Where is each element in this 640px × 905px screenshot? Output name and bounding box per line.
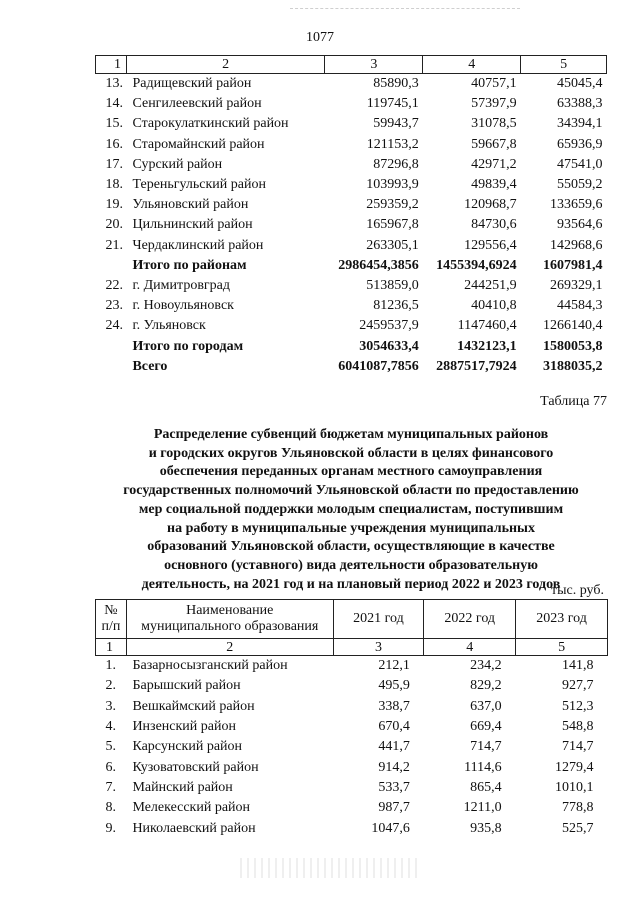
value-2021: 441,7: [378, 739, 410, 755]
row-number: 5.: [105, 739, 116, 755]
value-col3: 85890,3: [373, 76, 419, 92]
value-2022: 669,4: [470, 719, 502, 735]
municipality-name: Мелекесский район: [132, 800, 251, 816]
municipality-name: Кузоватовский район: [132, 759, 259, 775]
municipality-name: г. Ульяновск: [132, 318, 206, 334]
value-col5: 44584,3: [557, 298, 603, 314]
municipality-name: Цильнинский район: [132, 217, 253, 233]
table-continuation: [95, 55, 607, 377]
row-number: 19.: [105, 197, 123, 213]
table1-header-cell: 2: [126, 56, 324, 74]
value-col3: 165967,8: [366, 217, 419, 233]
value-col4: 120968,7: [464, 197, 517, 213]
column-header-2021: 2021 год: [333, 600, 424, 639]
value-col4: 40410,8: [471, 298, 517, 314]
row-number: 17.: [105, 156, 123, 172]
table-row: [96, 316, 607, 336]
title-line: государственных полномочий Ульяновской области по предоставлению: [123, 483, 579, 499]
table-row: [96, 697, 608, 717]
column-header-number: [96, 600, 127, 639]
title-line: и городских округов Ульяновской области в целях финансового: [148, 445, 554, 461]
municipality-name: Старокулаткинский район: [132, 116, 289, 132]
value-2023: 1279,4: [555, 759, 594, 775]
value-2021: 914,2: [378, 759, 410, 775]
row-number: 15.: [105, 116, 123, 132]
value-col3: 119745,1: [366, 96, 419, 112]
value-col4: 84730,6: [471, 217, 517, 233]
table-row: [96, 94, 607, 114]
value-2021: 670,4: [378, 719, 410, 735]
value-2023: 714,7: [562, 739, 594, 755]
table2-number-cell: 5: [516, 639, 608, 656]
title-line: основного (уставного) вида деятельности образовательную: [164, 557, 538, 573]
value-2022: 1114,6: [464, 759, 502, 775]
value-2022: 1211,0: [463, 800, 502, 816]
value-2021: 338,7: [378, 698, 410, 714]
table-title: [95, 426, 607, 594]
value-col5: 1580053,8: [543, 338, 603, 354]
municipality-name: Радищевский район: [132, 76, 252, 92]
table1-header-cell: 5: [521, 56, 607, 74]
municipality-name: Сурский район: [132, 156, 223, 172]
value-col5: 1607981,4: [543, 257, 603, 273]
row-number: 24.: [105, 318, 123, 334]
value-col4: 244251,9: [464, 277, 517, 293]
value-col4: 31078,5: [471, 116, 517, 132]
value-2022: 865,4: [470, 779, 502, 795]
table2-number-cell: 1: [96, 639, 127, 656]
value-col4: 59667,8: [471, 136, 517, 152]
table-row: [96, 195, 607, 215]
row-number: 21.: [105, 237, 123, 253]
row-number: 13.: [105, 76, 123, 92]
row-number: 7.: [105, 779, 116, 795]
row-number: 16.: [105, 136, 123, 152]
value-col5: 3188035,2: [543, 358, 603, 374]
municipality-name: Сенгилеевский район: [132, 96, 262, 112]
municipality-name: Николаевский район: [132, 820, 256, 836]
municipality-name: Базарносызганский район: [132, 658, 288, 674]
value-col3: 59943,7: [373, 116, 419, 132]
value-col5: 269329,1: [550, 277, 603, 293]
table1-header-row: [96, 56, 607, 74]
table-77: [95, 599, 608, 839]
value-2022: 637,0: [470, 698, 502, 714]
municipality-name: Карсунский район: [132, 739, 243, 755]
table-row: [96, 818, 608, 838]
title-line: мер социальной поддержки молодым специалистам, поступившим: [138, 501, 564, 517]
title-line: образований Ульяновской области, осуществляющие в качестве: [147, 539, 555, 555]
row-number: 2.: [105, 678, 116, 694]
value-col4: 1432123,1: [457, 338, 517, 354]
value-col3: 6041087,7856: [338, 358, 419, 374]
value-col4: 42971,2: [471, 156, 517, 172]
title-line: деятельность, на 2021 год и на плановый период 2022 и 2023 годов: [141, 576, 561, 592]
value-col4: 57397,9: [471, 96, 517, 112]
table-row: [96, 737, 608, 757]
value-col3: 87296,8: [373, 156, 419, 172]
row-number: 22.: [105, 277, 123, 293]
unit-label: тыс. руб.: [551, 583, 604, 598]
table2-number-cell: 2: [126, 639, 333, 656]
value-col3: 259359,2: [366, 197, 419, 213]
value-col5: 55059,2: [557, 177, 603, 193]
value-col3: 121153,2: [366, 136, 419, 152]
value-col4: 1147460,4: [457, 318, 517, 334]
row-number: 18.: [105, 177, 123, 193]
table-row: [96, 236, 607, 256]
value-col3: 81236,5: [373, 298, 419, 314]
value-2023: 141,8: [562, 658, 594, 674]
value-2022: 829,2: [470, 678, 502, 694]
table1-header-cell: 1: [96, 56, 127, 74]
value-2022: 234,2: [470, 658, 502, 674]
value-col3: 2986454,3856: [338, 257, 419, 273]
row-number: 9.: [105, 820, 116, 836]
table-row: [96, 757, 608, 777]
table2-header-row: [96, 600, 608, 639]
municipality-name: Вешкаймский район: [132, 698, 255, 714]
value-col5: 45045,4: [557, 76, 603, 92]
value-2023: 927,7: [562, 678, 594, 694]
table-row: [96, 778, 608, 798]
row-number: 6.: [105, 759, 116, 775]
value-col3: 103993,9: [366, 177, 419, 193]
municipality-name: Чердаклинский район: [132, 237, 264, 253]
value-col3: 263305,1: [366, 237, 419, 253]
municipality-name: Тереньгульский район: [132, 177, 266, 193]
value-2021: 987,7: [378, 800, 410, 816]
table2-number-row: [96, 639, 608, 656]
municipality-name: Ульяновский район: [132, 197, 249, 213]
municipality-name: Итого по городам: [132, 338, 244, 354]
value-2023: 548,8: [562, 719, 594, 735]
table-row: [96, 155, 607, 175]
table-row: [96, 215, 607, 235]
value-2022: 935,8: [470, 820, 502, 836]
row-number: [96, 256, 127, 276]
table-row: [96, 114, 607, 134]
scan-artifact-bottom: [240, 858, 420, 878]
column-header-2022: 2022 год: [424, 600, 516, 639]
value-2023: 525,7: [562, 820, 594, 836]
row-number: 8.: [105, 800, 116, 816]
value-col4: 1455394,6924: [436, 257, 517, 273]
municipality-name: Майнский район: [132, 779, 233, 795]
table2-number-cell: 3: [333, 639, 424, 656]
column-header-number-line1: №: [104, 603, 118, 618]
value-col4: 129556,4: [464, 237, 517, 253]
scan-artifact-top: [290, 8, 520, 11]
row-number: 4.: [105, 719, 116, 735]
total-row: [96, 256, 607, 276]
table-number-label: Таблица 77: [540, 394, 607, 409]
value-2022: 714,7: [470, 739, 502, 755]
value-col5: 1266140,4: [543, 318, 603, 334]
value-col3: 513859,0: [366, 277, 419, 293]
value-col4: 2887517,7924: [436, 358, 517, 374]
page-number: 1077: [306, 30, 334, 45]
total-row: [96, 357, 607, 377]
value-col5: 142968,6: [550, 237, 603, 253]
table-row: [96, 276, 607, 296]
table-row: [96, 717, 608, 737]
table-row: [96, 676, 608, 696]
value-col5: 34394,1: [557, 116, 603, 132]
value-col5: 63388,3: [557, 96, 603, 112]
municipality-name: Барышский район: [132, 678, 241, 694]
municipality-name: г. Димитровград: [132, 277, 231, 293]
value-2023: 512,3: [562, 698, 594, 714]
value-2023: 1010,1: [555, 779, 594, 795]
table1-header-cell: 3: [325, 56, 423, 74]
municipality-name: Старомайнский район: [132, 136, 265, 152]
value-col3: 2459537,9: [359, 318, 419, 334]
row-number: 23.: [105, 298, 123, 314]
value-2021: 1047,6: [371, 820, 410, 836]
table1-header-cell: 4: [423, 56, 521, 74]
value-col5: 133659,6: [550, 197, 603, 213]
column-header-number-line2: п/п: [101, 619, 121, 634]
column-header-name: [126, 600, 333, 639]
table-row: [96, 296, 607, 316]
row-number: [96, 336, 127, 356]
value-col5: 47541,0: [557, 156, 603, 172]
row-number: 1.: [105, 658, 116, 674]
title-line: Распределение субвенций бюджетам муниципальных районов: [153, 427, 549, 442]
total-row: [96, 336, 607, 356]
value-2023: 778,8: [562, 800, 594, 816]
table-row: [96, 135, 607, 155]
column-header-name-line1: Наименование: [186, 603, 274, 618]
value-col5: 93564,6: [557, 217, 603, 233]
table-row: [96, 798, 608, 818]
municipality-name: Итого по районам: [132, 257, 247, 273]
row-number: 14.: [105, 96, 123, 112]
column-header-name-line2: муниципального образования: [141, 619, 319, 634]
title-line: на работу в муниципальные учреждения муниципальных: [167, 520, 535, 536]
value-col3: 3054633,4: [359, 338, 419, 354]
value-2021: 495,9: [378, 678, 410, 694]
table-row: [96, 175, 607, 195]
table2-number-cell: 4: [424, 639, 516, 656]
row-number: 3.: [105, 698, 116, 714]
title-line: обеспечения переданных органам местного самоуправления: [159, 464, 543, 480]
value-col5: 65936,9: [557, 136, 603, 152]
table-row: [96, 74, 607, 95]
municipality-name: Инзенский район: [132, 719, 236, 735]
column-header-2023: 2023 год: [516, 600, 608, 639]
row-number: 20.: [105, 217, 123, 233]
row-number: [96, 357, 127, 377]
municipality-name: г. Новоульяновск: [132, 298, 234, 314]
value-2021: 212,1: [378, 658, 410, 674]
value-col4: 49839,4: [471, 177, 517, 193]
value-2021: 533,7: [378, 779, 410, 795]
municipality-name: Всего: [132, 358, 168, 374]
value-col4: 40757,1: [471, 76, 517, 92]
table-row: [96, 656, 608, 677]
